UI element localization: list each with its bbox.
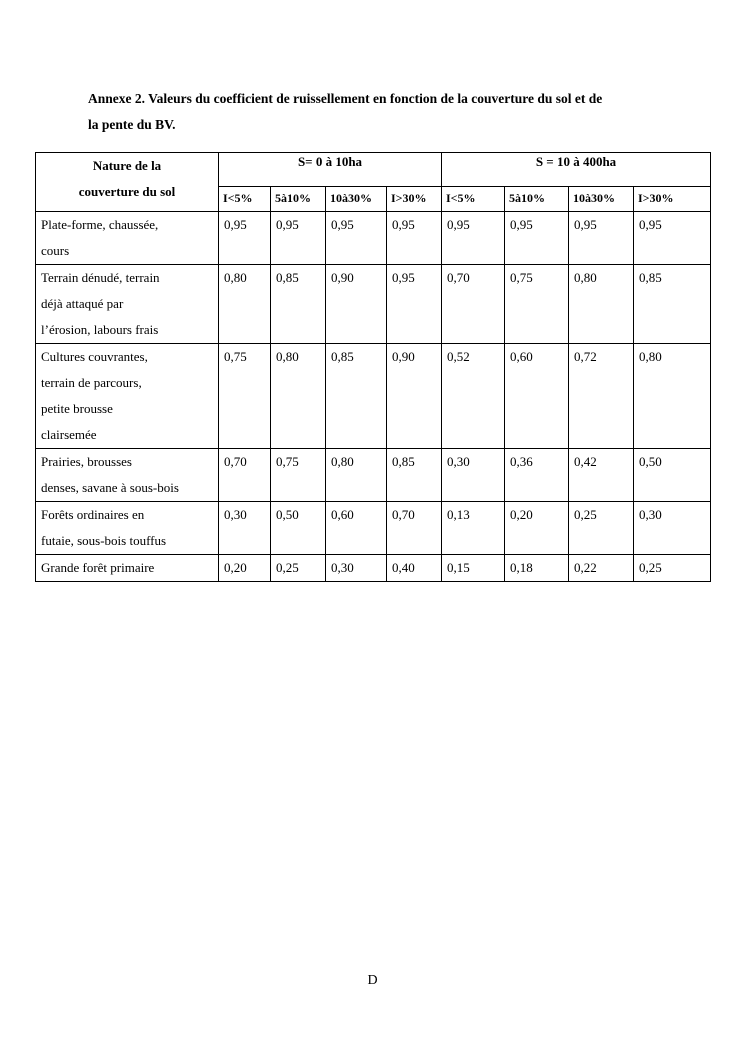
slope-header: 5à10% (505, 187, 569, 212)
land-cover-line: Cultures couvrantes, (41, 349, 148, 364)
coefficient-cell: 0,50 (634, 449, 711, 502)
land-cover-line: Prairies, brousses (41, 454, 132, 469)
coefficient-cell: 0,90 (326, 265, 387, 344)
coefficient-cell: 0,13 (442, 502, 505, 555)
coefficient-cell: 0,80 (634, 344, 711, 449)
nature-header-line-1: Nature de la (92, 158, 162, 173)
table-row (36, 449, 711, 502)
coefficient-cell: 0,70 (219, 449, 271, 502)
coefficient-cell: 0,25 (634, 555, 711, 582)
land-cover-line: terrain de parcours, (41, 375, 142, 390)
coefficient-cell: 0,60 (326, 502, 387, 555)
coefficient-cell: 0,15 (442, 555, 505, 582)
coefficient-cell: 0,70 (442, 265, 505, 344)
coefficient-cell: 0,95 (271, 212, 326, 265)
land-cover-line: clairsemée (41, 427, 97, 442)
coefficient-cell: 0,95 (387, 265, 442, 344)
coefficient-cell: 0,85 (634, 265, 711, 344)
caption-line-2: la pente du BV. (88, 117, 176, 132)
land-cover-line: Forêts ordinaires en (41, 507, 145, 522)
land-cover-line: denses, savane à sous-bois (41, 480, 179, 495)
land-cover-line: Plate-forme, chaussée, (41, 217, 159, 232)
land-cover-cell (36, 555, 219, 582)
coefficient-cell: 0,20 (505, 502, 569, 555)
coefficient-cell: 0,95 (442, 212, 505, 265)
nature-column-header (36, 153, 219, 212)
table-row (36, 212, 711, 265)
nature-header-line-2: couverture du sol (78, 184, 176, 199)
land-cover-line: Grande forêt primaire (41, 560, 155, 575)
table-row (36, 265, 711, 344)
table-caption (88, 86, 678, 138)
coefficient-cell: 0,52 (442, 344, 505, 449)
slope-header: 10à30% (326, 187, 387, 212)
coefficient-cell: 0,95 (326, 212, 387, 265)
group-header-small-area: S= 0 à 10ha (219, 153, 442, 187)
coefficient-cell: 0,25 (271, 555, 326, 582)
coefficient-cell: 0,70 (387, 502, 442, 555)
group-header-large-area: S = 10 à 400ha (442, 153, 711, 187)
coefficient-cell: 0,75 (219, 344, 271, 449)
land-cover-line: petite brousse (41, 401, 113, 416)
coefficient-cell: 0,42 (569, 449, 634, 502)
coefficient-cell: 0,30 (442, 449, 505, 502)
coefficient-cell: 0,80 (569, 265, 634, 344)
coefficient-cell: 0,30 (326, 555, 387, 582)
coefficient-cell: 0,80 (219, 265, 271, 344)
slope-header: I>30% (634, 187, 711, 212)
slope-header: 10à30% (569, 187, 634, 212)
coefficient-cell: 0,18 (505, 555, 569, 582)
land-cover-line: cours (41, 243, 70, 258)
table-row (36, 502, 711, 555)
coefficient-cell: 0,95 (505, 212, 569, 265)
coefficient-cell: 0,75 (271, 449, 326, 502)
coefficient-cell: 0,90 (387, 344, 442, 449)
runoff-coefficient-table (35, 152, 711, 582)
coefficient-cell: 0,75 (505, 265, 569, 344)
coefficient-cell: 0,95 (634, 212, 711, 265)
coefficient-cell: 0,20 (219, 555, 271, 582)
coefficient-cell: 0,80 (326, 449, 387, 502)
table-row (36, 344, 711, 449)
coefficient-cell: 0,85 (271, 265, 326, 344)
coefficient-cell: 0,40 (387, 555, 442, 582)
coefficient-cell: 0,72 (569, 344, 634, 449)
coefficient-cell: 0,95 (387, 212, 442, 265)
land-cover-cell (36, 212, 219, 265)
coefficient-cell: 0,80 (271, 344, 326, 449)
land-cover-line: futaie, sous-bois touffus (41, 533, 167, 548)
coefficient-cell: 0,50 (271, 502, 326, 555)
slope-header: I<5% (442, 187, 505, 212)
coefficient-cell: 0,30 (634, 502, 711, 555)
coefficient-cell: 0,60 (505, 344, 569, 449)
coefficient-cell: 0,22 (569, 555, 634, 582)
slope-header: 5à10% (271, 187, 326, 212)
land-cover-cell (36, 502, 219, 555)
coefficient-cell: 0,85 (326, 344, 387, 449)
coefficient-cell: 0,30 (219, 502, 271, 555)
coefficient-cell: 0,85 (387, 449, 442, 502)
table-row (36, 555, 711, 582)
land-cover-cell (36, 265, 219, 344)
land-cover-line: Terrain dénudé, terrain (41, 270, 160, 285)
coefficient-cell: 0,95 (569, 212, 634, 265)
land-cover-line: l’érosion, labours frais (41, 322, 159, 337)
header-row-groups (36, 153, 711, 187)
table-body (36, 212, 711, 582)
coefficient-cell: 0,36 (505, 449, 569, 502)
coefficient-cell: 0,95 (219, 212, 271, 265)
land-cover-cell (36, 449, 219, 502)
slope-header: I<5% (219, 187, 271, 212)
caption-line-1: Annexe 2. Valeurs du coefficient de ruissellement en fonction de la couverture du sol et de (88, 91, 603, 106)
slope-header: I>30% (387, 187, 442, 212)
land-cover-line: déjà attaqué par (41, 296, 124, 311)
coefficient-cell: 0,25 (569, 502, 634, 555)
land-cover-cell (36, 344, 219, 449)
page-marker: D (367, 973, 378, 988)
